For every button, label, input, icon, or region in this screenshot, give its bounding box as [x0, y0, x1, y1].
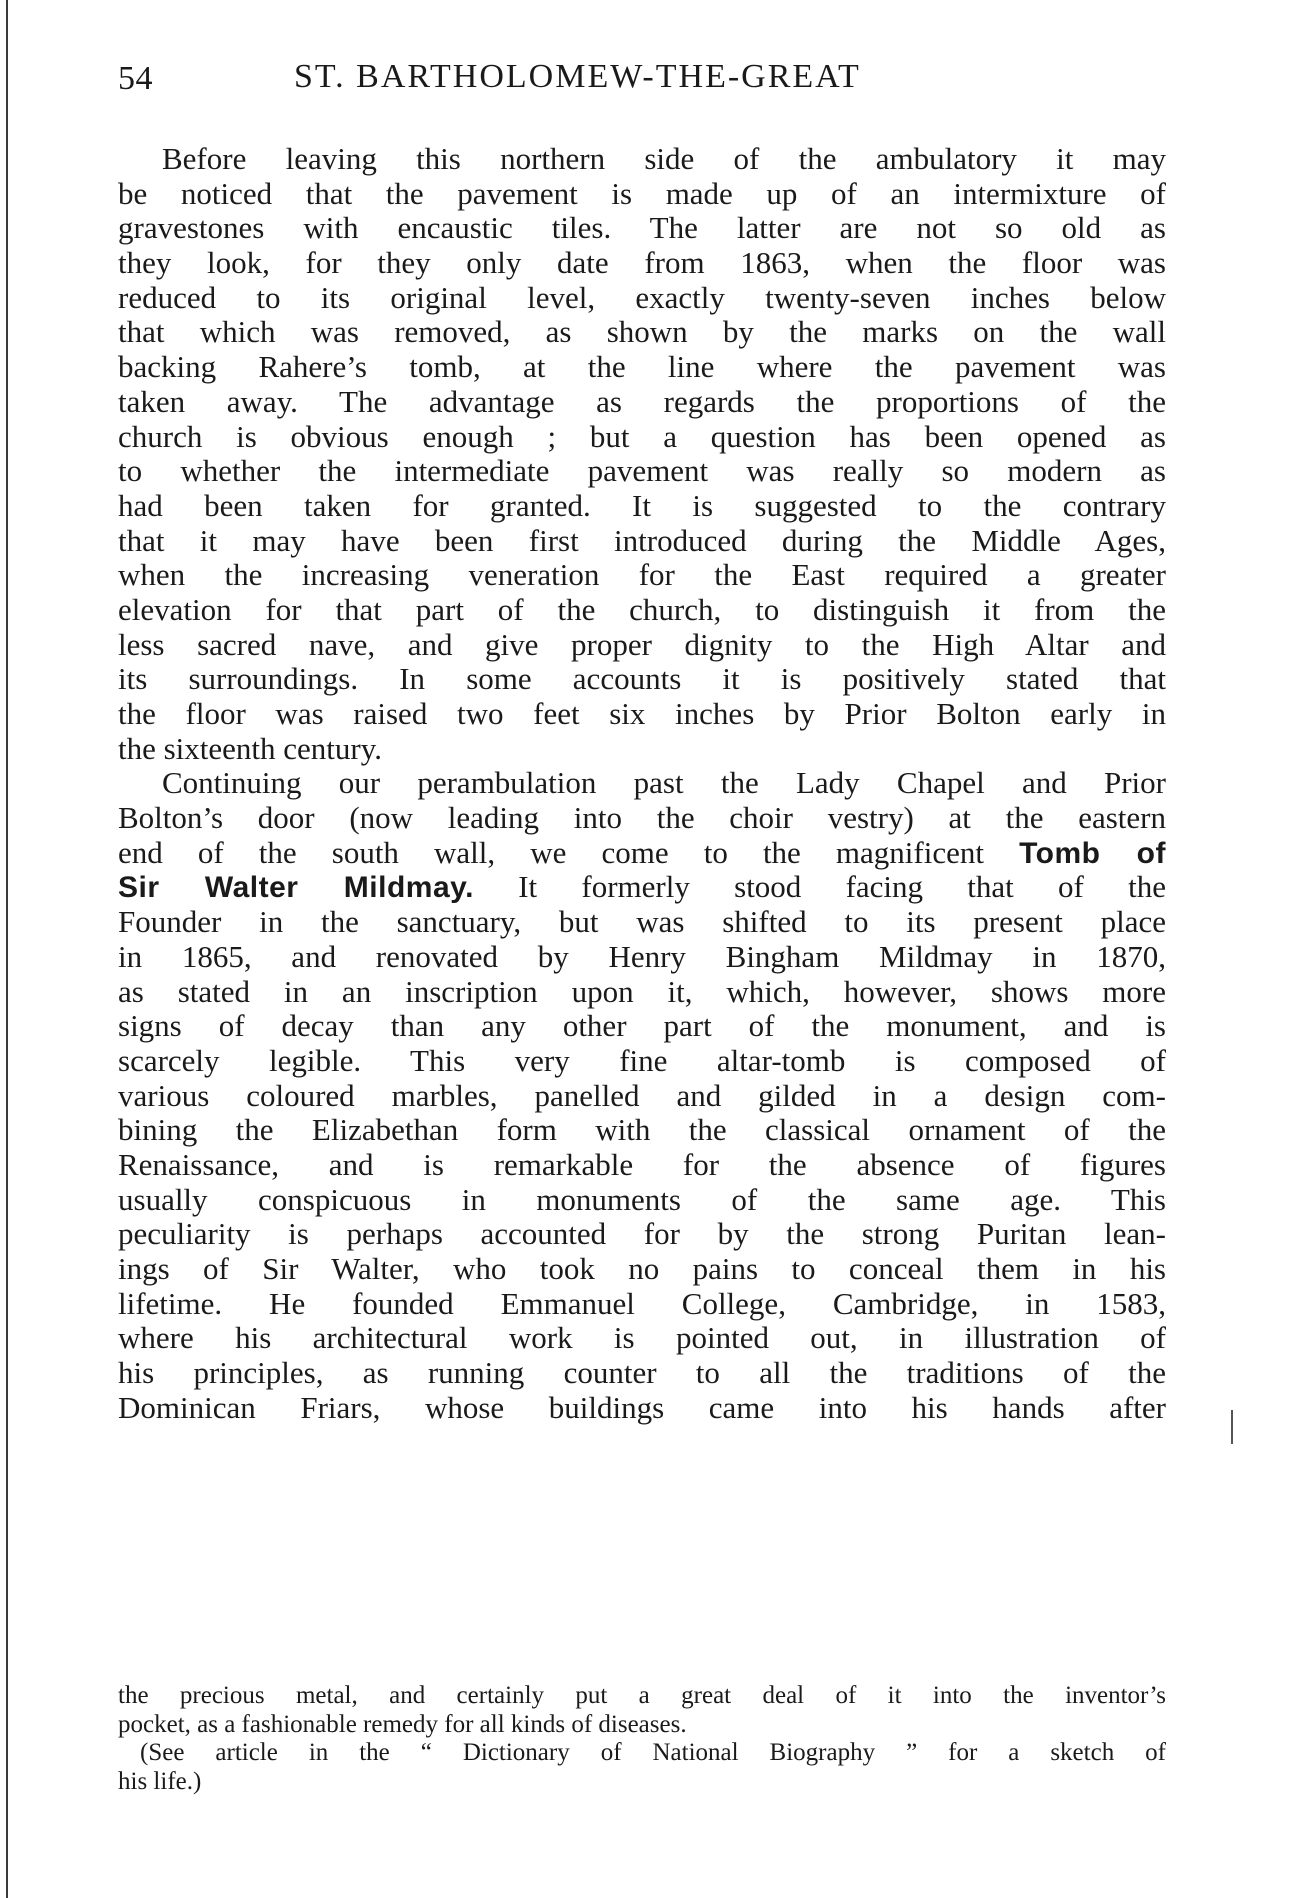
footnote-line: (See article in the “ Dictionary of National Biography ” for a sketch of — [140, 1739, 1166, 1766]
text-line: Bolton’s door (now leading into the choir vestry) at the eastern — [118, 801, 1166, 836]
text-line: be noticed that the pavement is made up of an intermixture of — [118, 176, 1166, 211]
paragraph-ambulatory — [118, 142, 1166, 766]
text-line: his principles, as running counter to all the traditions of the — [118, 1356, 1166, 1391]
text-line: elevation for that part of the church, to distinguish it from the — [118, 592, 1166, 627]
body-text — [118, 142, 1166, 1425]
text-line: bining the Elizabethan form with the classical ornament of the — [118, 1113, 1166, 1148]
text-line: that which was removed, as shown by the marks on the wall — [118, 315, 1166, 350]
text-run: It formerly stood facing that of the — [518, 870, 1166, 905]
text-line: lifetime. He founded Emmanuel College, Cambridge, in 1583, — [118, 1286, 1166, 1321]
text-line: less sacred nave, and give proper dignity to the High Altar and — [118, 627, 1166, 662]
text-line: the floor was raised two feet six inches by Prior Bolton early in — [118, 697, 1166, 731]
text-line: where his architectural work is pointed out, in illustration of — [118, 1321, 1166, 1356]
text-line: had been taken for granted. It is suggested to the contrary — [118, 488, 1166, 523]
footnote-line: pocket, as a fashionable remedy for all kinds of diseases. — [118, 1710, 687, 1738]
text-line: the sixteenth century. — [118, 731, 382, 766]
page-header — [118, 58, 1168, 112]
text-line: church is obvious enough ; but a question has been opened as — [118, 419, 1166, 454]
text-line: its surroundings. In some accounts it is positively stated that — [118, 662, 1166, 697]
section-heading-end: Sir Walter Mildmay. — [118, 871, 474, 905]
text-line: Renaissance, and is remarkable for the absence of figures — [118, 1147, 1166, 1182]
text-line: in 1865, and renovated by Henry Bingham Mildmay in 1870, — [118, 939, 1166, 974]
text-line: gravestones with encaustic tiles. The latter are not so old as — [118, 211, 1166, 246]
text-line: reduced to its original level, exactly twenty-seven inches below — [118, 280, 1166, 315]
text-line — [118, 836, 1166, 871]
text-run: end of the south wall, we come to the magnificent — [118, 835, 984, 870]
text-line: usually conspicuous in monuments of the same age. This — [118, 1182, 1166, 1217]
running-title: ST. BARTHOLOMEW-THE-GREAT — [294, 58, 861, 95]
section-heading-start: Tomb of — [1019, 836, 1166, 870]
text-line: Continuing our perambulation past the Lady Chapel and Prior — [162, 766, 1166, 801]
page-number: 54 — [118, 60, 153, 97]
text-line: Founder in the sanctuary, but was shifted to its present place — [118, 905, 1166, 940]
text-line: they look, for they only date from 1863, when the floor was — [118, 246, 1166, 281]
paragraph-mildmay-tomb — [118, 766, 1166, 1425]
text-line: signs of decay than any other part of the monument, and is — [118, 1009, 1166, 1044]
text-line: backing Rahere’s tomb, at the line where the pavement was — [118, 350, 1166, 385]
text-line: Dominican Friars, whose buildings came into his hands after — [118, 1390, 1166, 1425]
text-line: taken away. The advantage as regards the proportions of the — [118, 384, 1166, 419]
text-line: that it may have been first introduced during the Middle Ages, — [118, 523, 1166, 558]
footnote-line: his life.) — [118, 1767, 202, 1795]
page-edge-line — [6, 0, 8, 1898]
text-line: Before leaving this northern side of the ambulatory it may — [162, 142, 1166, 176]
footnotes — [118, 1682, 1166, 1796]
text-line: scarcely legible. This very fine altar-tomb is composed of — [118, 1043, 1166, 1078]
text-line: as stated in an inscription upon it, which, however, shows more — [118, 974, 1166, 1009]
margin-mark — [1231, 1410, 1233, 1444]
text-line: various coloured marbles, panelled and gilded in a design com- — [118, 1078, 1166, 1113]
text-line: peculiarity is perhaps accounted for by the strong Puritan lean- — [118, 1217, 1166, 1252]
text-line: when the increasing veneration for the East required a greater — [118, 558, 1166, 593]
footnote-line: the precious metal, and certainly put a great deal of it into the inventor’s — [118, 1682, 1166, 1709]
text-line: to whether the intermediate pavement was really so modern as — [118, 454, 1166, 489]
text-line — [118, 870, 1166, 905]
text-line: ings of Sir Walter, who took no pains to conceal them in his — [118, 1252, 1166, 1286]
